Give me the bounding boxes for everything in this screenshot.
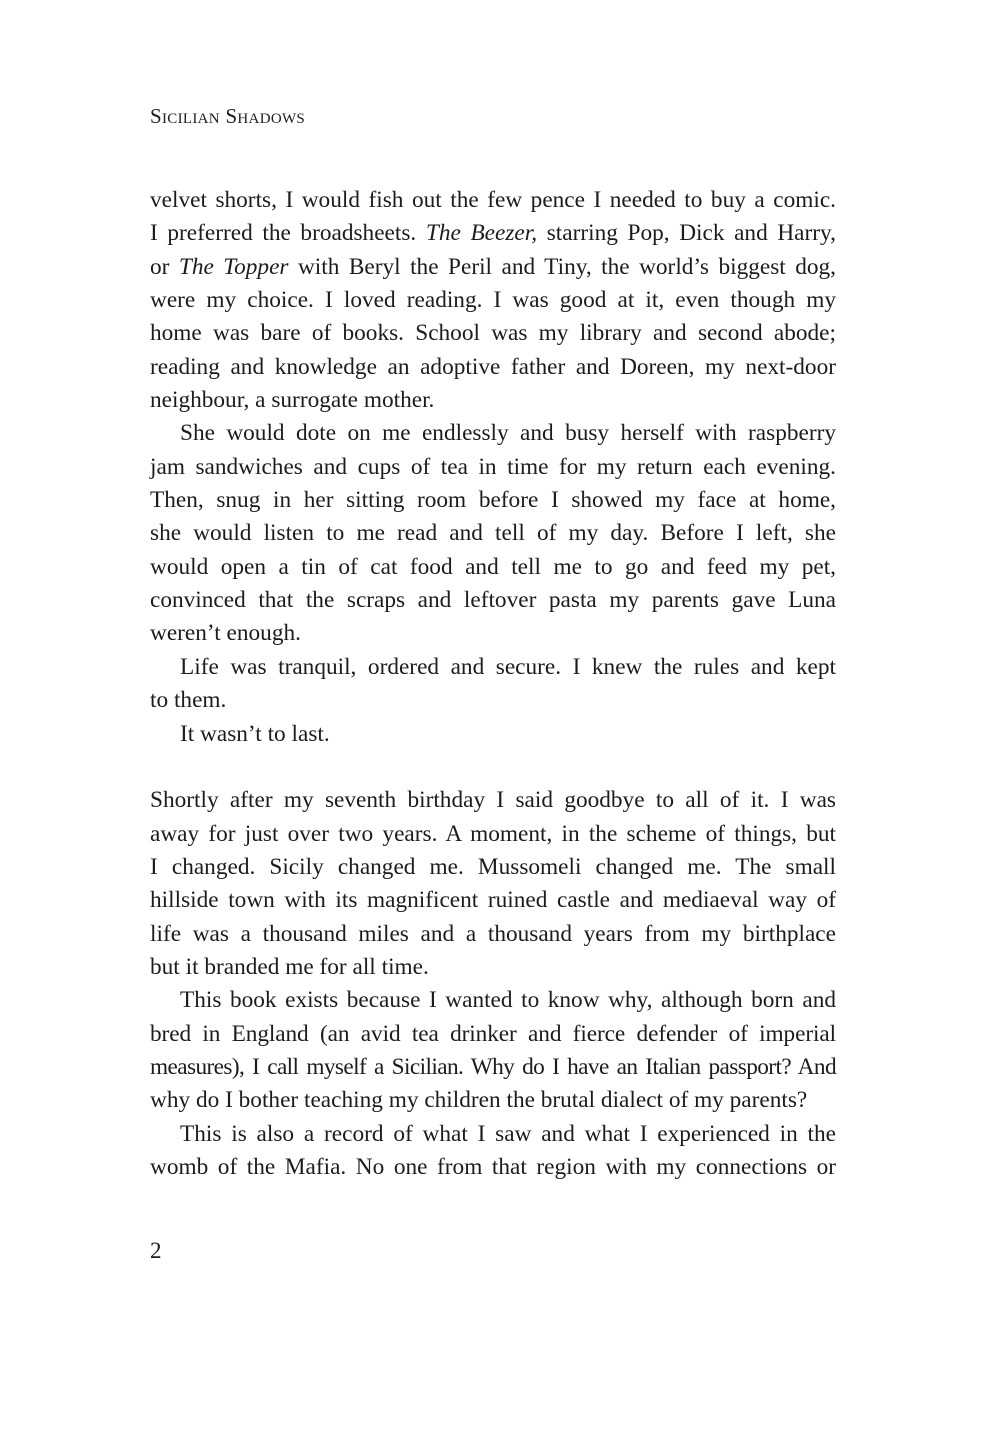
running-head: Sicilian Shadows (150, 104, 306, 128)
paragraph-line: away for just over two years. A moment, in the scheme of things, but (150, 820, 836, 847)
paragraph-line: but it branded me for all time. (150, 953, 429, 980)
paragraph-line: hillside town with its magnificent ruined castle and mediaeval way of (150, 887, 836, 914)
paragraph-line: jam sandwiches and cups of tea in time for my return each evening. (150, 453, 836, 480)
paragraph-line: neighbour, a surrogate mother. (150, 387, 435, 414)
page-number: 2 (150, 1238, 162, 1263)
paragraph-line: life was a thousand miles and a thousand years from my birthplace (150, 920, 836, 947)
paragraph-line: womb of the Mafia. No one from that region with my connections or (150, 1153, 836, 1180)
paragraph-line: why do I bother teaching my children the brutal dialect of my parents? (150, 1087, 808, 1114)
paragraph-line: bred in England (an avid tea drinker and fierce defender of imperial (150, 1020, 836, 1047)
paragraph-line: reading and knowledge an adoptive father and Doreen, my next-door (150, 353, 836, 380)
paragraph-line: measures), I call myself a Sicilian. Why do I have an Italian passport? And (150, 1053, 836, 1080)
text-run: or (150, 253, 179, 280)
text-run: I preferred the broadsheets. (150, 220, 426, 247)
paragraph-line: convinced that the scraps and leftover pasta my parents gave Luna (150, 587, 836, 614)
paragraph-line: would open a tin of cat food and tell me to go and feed my pet, (150, 553, 836, 580)
paragraph-line (150, 251, 836, 284)
text-run: starring Pop, Dick and Harry, (537, 220, 836, 247)
comic-title: The Beezer, (425, 220, 538, 247)
comic-title: The Topper (178, 253, 289, 280)
body-text (150, 184, 836, 1184)
paragraph-line: This book exists because I wanted to know why, although born and (180, 987, 836, 1014)
paragraph-line: she would listen to me read and tell of my day. Before I left, she (150, 520, 836, 547)
paragraph-line (150, 217, 836, 250)
paragraph-line: to them. (150, 687, 227, 714)
paragraph-line: Shortly after my seventh birthday I said goodbye to all of it. I was (150, 787, 836, 814)
paragraph-line: Then, snug in her sitting room before I showed my face at home, (150, 487, 836, 514)
paragraph-line: velvet shorts, I would fish out the few pence I needed to buy a comic. (150, 187, 836, 213)
paragraph-line: weren’t enough. (150, 620, 301, 647)
paragraph-line: Life was tranquil, ordered and secure. I knew the rules and kept (180, 653, 836, 680)
paragraph-line: I changed. Sicily changed me. Mussomeli changed me. The small (150, 853, 836, 880)
paragraph-line: home was bare of books. School was my library and second abode; (150, 320, 836, 347)
paragraph-line: were my choice. I loved reading. I was good at it, even though my (150, 287, 836, 314)
paragraph-line: This is also a record of what I saw and what I experienced in the (180, 1120, 836, 1147)
paragraph-line: It wasn’t to last. (180, 720, 330, 747)
paragraph-line: She would dote on me endlessly and busy herself with raspberry (180, 420, 836, 447)
text-run: with Beryl the Peril and Tiny, the world’s biggest dog, (288, 253, 836, 280)
